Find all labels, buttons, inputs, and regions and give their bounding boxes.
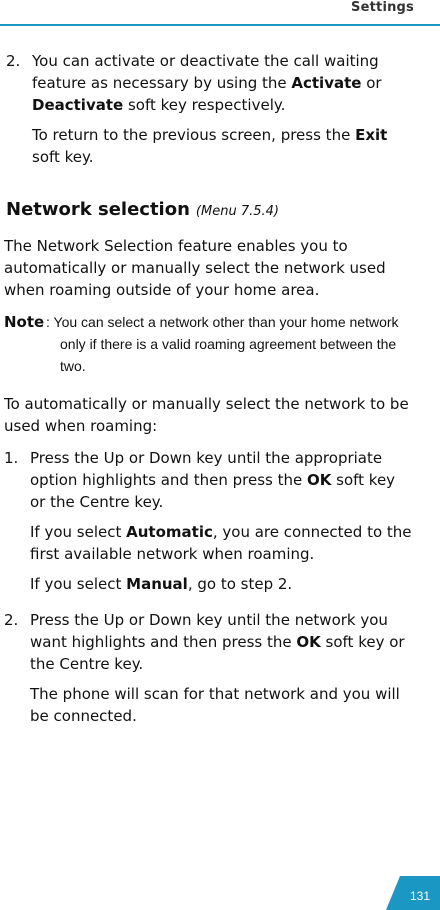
option-text: , go to step 2. <box>187 575 293 593</box>
step-number: 1. <box>4 449 19 467</box>
note-label: Note <box>4 313 45 331</box>
note-block <box>4 311 416 377</box>
instruction-text: To return to the previous screen, press the <box>32 126 356 144</box>
exit-key-label: Exit <box>355 126 388 144</box>
header-divider <box>0 24 440 26</box>
step-number: 2. <box>6 52 21 70</box>
option-text: , you are connected to the first available network when roaming. <box>30 523 412 563</box>
call-waiting-step-2 <box>6 50 417 116</box>
option-text: If you select <box>30 575 127 593</box>
note-text: : You can select a network other than your home network only if there is a valid roaming agreement between the two. <box>46 314 399 374</box>
page-content <box>0 50 440 727</box>
automatic-option-note <box>4 521 415 565</box>
page-number: 131 <box>409 889 430 903</box>
step-text: soft key or the Centre key. <box>30 633 405 673</box>
activate-key-label: Activate <box>291 74 362 92</box>
manual-option-note <box>4 573 415 595</box>
ok-key-label: OK <box>296 633 321 651</box>
manual-option-label: Manual <box>126 575 188 593</box>
instruction-text: soft key. <box>32 148 94 166</box>
menu-reference: (Menu 7.5.4) <box>195 204 279 219</box>
step-text: Press the Up or Down key until the appropriate option highlights and then press the <box>30 449 383 489</box>
section-title: Network selection <box>6 199 190 220</box>
section-intro: The Network Selection feature enables you to automatically or manually select the network used when roaming outside of your home area. <box>4 237 386 299</box>
page-number-badge <box>386 876 440 910</box>
deactivate-key-label: Deactivate <box>32 96 124 114</box>
network-step-2 <box>4 609 415 675</box>
scan-result-note: The phone will scan for that network and you will be connected. <box>30 685 400 725</box>
selection-lead: To automatically or manually select the network to be used when roaming: <box>4 395 409 435</box>
step-text: Press the Up or Down key until the network you want highlights and then press the <box>30 611 388 651</box>
step-number: 2. <box>4 611 19 629</box>
step-text: soft key respectively. <box>123 96 286 114</box>
step-text: You can activate or deactivate the call waiting feature as necessary by using the <box>32 52 379 92</box>
step-text: soft key or the Centre key. <box>30 471 396 511</box>
ok-key-label: OK <box>306 471 332 489</box>
page-header-title: Settings <box>351 0 414 15</box>
return-instruction <box>6 124 417 168</box>
option-text: If you select <box>30 523 127 541</box>
section-heading <box>6 198 440 224</box>
automatic-option-label: Automatic <box>126 523 213 541</box>
step-text: or <box>361 74 382 92</box>
network-step-1 <box>4 447 415 513</box>
